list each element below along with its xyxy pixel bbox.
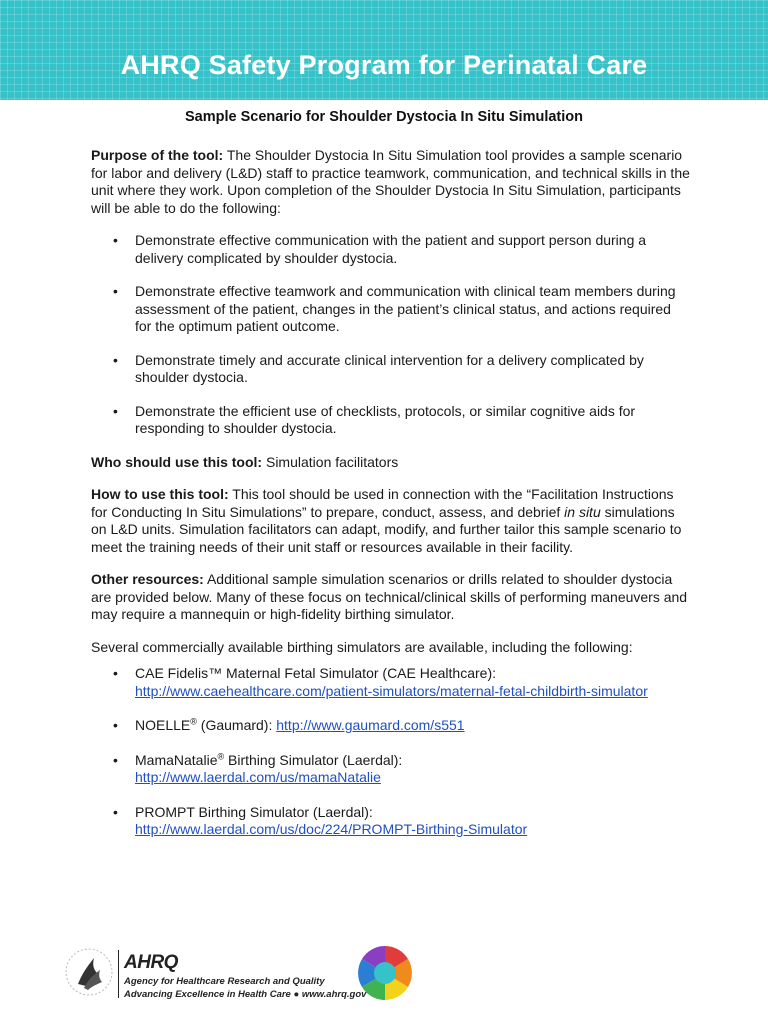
bullet-icon: • (113, 665, 118, 681)
list-item (91, 665, 691, 700)
document-subtitle: Sample Scenario for Shoulder Dystocia In Situ Simulation (184, 109, 584, 125)
objective-text: Demonstrate timely and accurate clinical intervention for a delivery complicated by shoulder dystocia. (135, 351, 644, 385)
simulators-intro: Several commercially available birthing simulators are available, including the following: (91, 638, 633, 655)
simulator-name: CAE Fidelis™ Maternal Fetal Simulator (CAE Healthcare): (135, 665, 497, 681)
bullet-icon: • (113, 402, 118, 419)
footer-divider (118, 950, 119, 998)
list-item (91, 752, 691, 787)
ahrq-logo: AHRQ (124, 952, 178, 973)
list-item (91, 403, 691, 438)
who-label: Who should use this tool: (91, 453, 263, 470)
bullet-icon: • (113, 351, 118, 368)
objectives-list (91, 232, 691, 438)
objective-text: Demonstrate the efficient use of checklists, protocols, or similar cognitive aids for responding to shoulder dystocia. (135, 402, 636, 436)
ahrq-tagline: Advancing Excellence in Health Care ● www.ahrq.gov (124, 989, 367, 1000)
how-paragraph (91, 486, 691, 556)
purpose-text: The Shoulder Dystocia In Situ Simulation tool provides a sample scenario for labor and delivery (L&D) staff to practice teamwork, communication, and technical skills in the unit where they work. Upon completion of the Shoulder Dystocia In Situ Simulation, participants will be able to do the following: (91, 147, 690, 216)
who-text: Simulation facilitators (262, 453, 399, 470)
agency-name: Agency for Healthcare Research and Quality (124, 976, 325, 987)
puzzle-wheel-icon (356, 944, 414, 1002)
simulator-name-rest: (Gaumard): (196, 717, 277, 733)
simulator-link[interactable]: http://www.gaumard.com/s551 (276, 717, 465, 733)
purpose-paragraph (91, 147, 691, 217)
how-label: How to use this tool: (91, 486, 229, 502)
simulators-list (91, 665, 691, 839)
simulator-link[interactable]: http://www.laerdal.com/us/doc/224/PROMPT-Birthing-Simulator (135, 821, 528, 837)
list-item (91, 717, 691, 735)
other-resources-paragraph (91, 571, 691, 624)
bullet-icon: • (113, 232, 118, 248)
bullet-icon: • (113, 283, 118, 299)
registered-mark: ® (190, 716, 197, 727)
header-banner (0, 0, 768, 100)
list-item (91, 804, 691, 839)
how-text-b: simulations on L&D units. Simulation facilitators can adapt, modify, and further tailor this sample scenario to meet the training needs of their unit staff or resources available in their facility. (91, 503, 682, 555)
simulator-name: PROMPT Birthing Simulator (Laerdal): (135, 803, 373, 820)
bullet-icon: • (113, 751, 118, 768)
simulator-link[interactable]: http://www.caehealthcare.com/patient-simulators/maternal-fetal-childbirth-simulator (135, 682, 648, 699)
simulator-name-rest: Birthing Simulator (Laerdal): (224, 751, 403, 768)
purpose-label: Purpose of the tool: (91, 147, 224, 163)
document-body (91, 147, 691, 856)
simulator-name: NOELLE (135, 717, 191, 733)
other-label: Other resources: (91, 571, 204, 587)
bullet-icon: • (113, 717, 118, 733)
hhs-seal-icon (64, 944, 114, 1000)
who-paragraph (91, 454, 691, 472)
banner-title: AHRQ Safety Program for Perinatal Care (120, 50, 648, 80)
how-text-a: This tool should be used in connection with the “Facilitation Instructions for Conducting In Situ Simulations” to prepare, conduct, assess, and debrief (91, 486, 674, 520)
how-italic: in situ (564, 503, 601, 520)
simulator-name: MamaNatalie (135, 751, 218, 768)
simulator-link[interactable]: http://www.laerdal.com/us/mamaNatalie (135, 769, 381, 785)
bullet-icon: • (113, 803, 118, 820)
list-item (91, 352, 691, 387)
other-text: Additional sample simulation scenarios or drills related to shoulder dystocia are provided below. Many of these focus on technical/clinical skills of performing maneuvers and may require a mannequin or high-fidelity birthing simulator. (91, 571, 688, 622)
list-item (91, 283, 691, 336)
objective-text: Demonstrate effective teamwork and communication with clinical team members during assessment of the patient, changes in the patient’s clinical status, and actions required for the optimum patient outcome. (135, 283, 676, 334)
registered-mark: ® (217, 750, 225, 761)
list-item (91, 232, 691, 267)
objective-text: Demonstrate effective communication with the patient and support person during a delivery complicated by shoulder dystocia. (135, 232, 647, 266)
